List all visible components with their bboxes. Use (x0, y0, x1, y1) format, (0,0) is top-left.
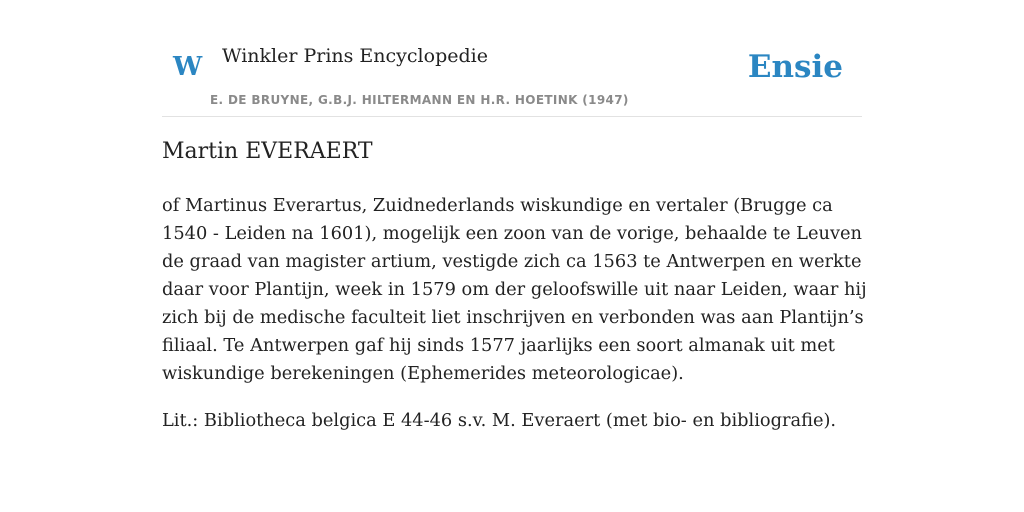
ensie-logo[interactable]: Ensie (747, 49, 843, 85)
entry-paragraph: of Martinus Everartus, Zuidnederlands wiskundige en vertaler (Brugge ca 1540 - Leiden na 1601), mogelijk een zoon van de vorige, behaalde te Leuven de graad van magister artium, vestigde zich ca 1563 te Antwerpen en werkte daar voor Plantijn, week in 1579 om der geloofswille uit naar Leiden, waar hij zich bij de medische faculteit liet inschrijven en verbonden was aan Plantijn’s filiaal. Te Antwerpen gaf hij sinds 1577 jaarlijks een soort almanak uit met wiskundige berekeningen (Ephemerides meteorologicae). (162, 195, 867, 384)
entry-title: Martin EVERAERT (162, 139, 373, 164)
authors-line: E. DE BRUYNE, G.B.J. HILTERMANN EN H.R. HOETINK (1947) (210, 93, 629, 107)
encyclopedia-header (162, 36, 862, 117)
literature-paragraph: Lit.: Bibliotheca belgica E 44-46 s.v. M. Everaert (met bio- en bibliografie). (162, 410, 837, 431)
encyclopedia-title[interactable]: Winkler Prins Encyclopedie (222, 45, 488, 67)
entry-body (162, 192, 874, 454)
winkler-prins-logo[interactable]: W (173, 52, 203, 82)
